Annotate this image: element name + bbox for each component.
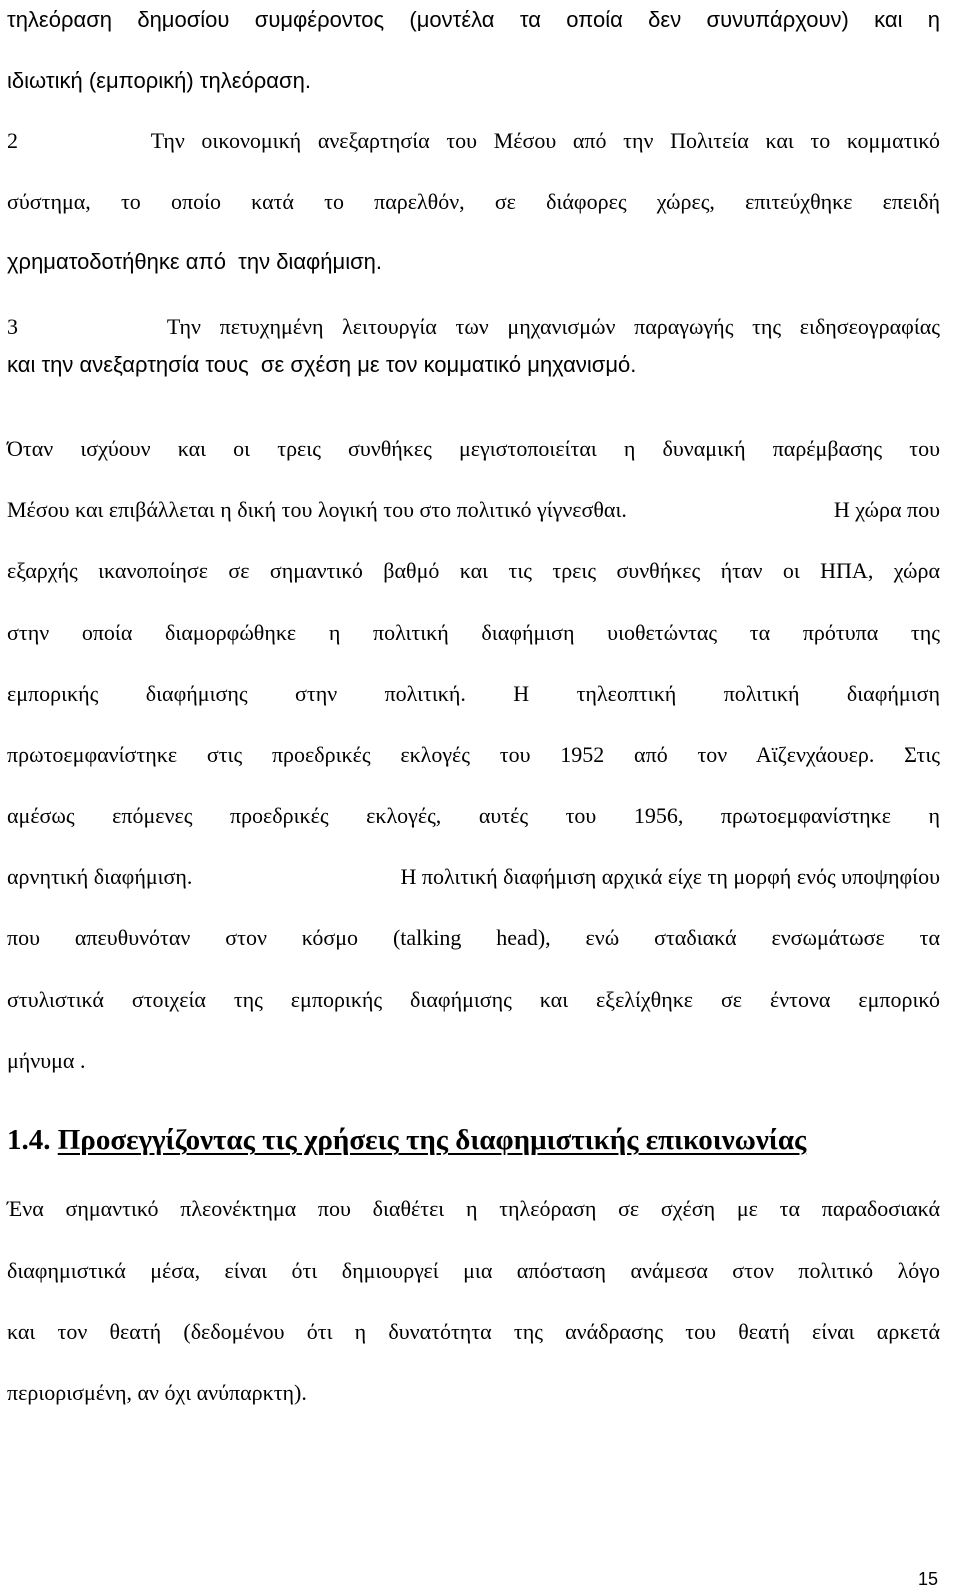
text-fragment: Μέσου και επιβάλλεται η δική του λογική του στο πολιτικό γίγνεσθαι. <box>7 497 627 522</box>
text-line: περιορισμένη, αν όχι ανύπαρκτη). <box>7 1380 307 1405</box>
numbered-item-2: 2 Την οικονομική ανεξαρτησία του Μέσου από την Πολιτεία και το κομματικό <box>7 128 940 153</box>
text-line: και την ανεξαρτησία τους σε σχέση με τον κομματικό μηχανισμό. <box>7 352 637 377</box>
text-fragment: αρνητική διαφήμιση. <box>7 864 193 889</box>
text-line: σύστημα, το οποίο κατά το παρελθόν, σε διάφορες χώρες, επιτεύχθηκε επειδή <box>7 189 940 214</box>
text-line: ιδιωτική (εμπορική) τηλεόραση. <box>7 68 311 93</box>
text-line: εμπορικής διαφήμισης στην πολιτική. Η τηλεοπτική πολιτική διαφήμιση <box>7 681 940 706</box>
text-line: μήνυμα . <box>7 1048 86 1073</box>
text-line: αμέσως επόμενες προεδρικές εκλογές, αυτές του 1956, πρωτοεμφανίστηκε η <box>7 803 940 828</box>
text-fragment: Η χώρα που <box>833 497 940 522</box>
section-number: 1.4. <box>7 1124 51 1156</box>
text-line: διαφημιστικά μέσα, είναι ότι δημιουργεί μια απόσταση ανάμεσα στον πολιτικό λόγο <box>7 1258 940 1283</box>
text-line: στυλιστικά στοιχεία της εμπορικής διαφήμισης και εξελίχθηκε σε έντονα εμπορικό <box>7 987 940 1012</box>
text-line: εξαρχής ικανοποίησε σε σημαντικό βαθμό και τις τρεις συνθήκες ήταν οι ΗΠΑ, χώρα <box>7 558 940 583</box>
text-line <box>7 862 940 892</box>
text-line: τηλεόραση δημοσίου συμφέροντος (μοντέλα τα οποία δεν συνυπάρχουν) και η <box>7 7 940 32</box>
text-line: Ένα σημαντικό πλεονέκτημα που διαθέτει η τηλεόραση σε σχέση με τα παραδοσιακά <box>7 1196 940 1221</box>
numbered-item-3: 3 Την πετυχημένη λειτουργία των μηχανισμών παραγωγής της ειδησεογραφίας <box>7 314 940 339</box>
text-line: στην οποία διαμορφώθηκε η πολιτική διαφήμιση υιοθετώντας τα πρότυπα της <box>7 620 940 645</box>
text-fragment: Η πολιτική διαφήμιση αρχικά είχε τη μορφή ενός υποψηφίου <box>400 864 940 889</box>
text-line: και τον θεατή (δεδομένου ότι η δυνατότητα της ανάδρασης του θεατή είναι αρκετά <box>7 1319 940 1344</box>
text-line: χρηματοδοτήθηκε από την διαφήμιση. <box>7 249 383 274</box>
text-line: που απευθυνόταν στον κόσμο (talking head), ενώ σταδιακά ενσωμάτωσε τα <box>7 925 940 950</box>
text-line <box>7 495 940 525</box>
section-heading <box>7 1122 806 1158</box>
text-line: πρωτοεμφανίστηκε στις προεδρικές εκλογές του 1952 από τον Αϊζενχάουερ. Στις <box>7 742 940 767</box>
section-title: Προσεγγίζοντας τις χρήσεις της διαφημιστικής επικοινωνίας <box>57 1124 807 1156</box>
text-line: Όταν ισχύουν και οι τρεις συνθήκες μεγιστοποιείται η δυναμική παρέμβασης του <box>7 436 940 461</box>
page-number: 15 <box>917 1569 938 1589</box>
